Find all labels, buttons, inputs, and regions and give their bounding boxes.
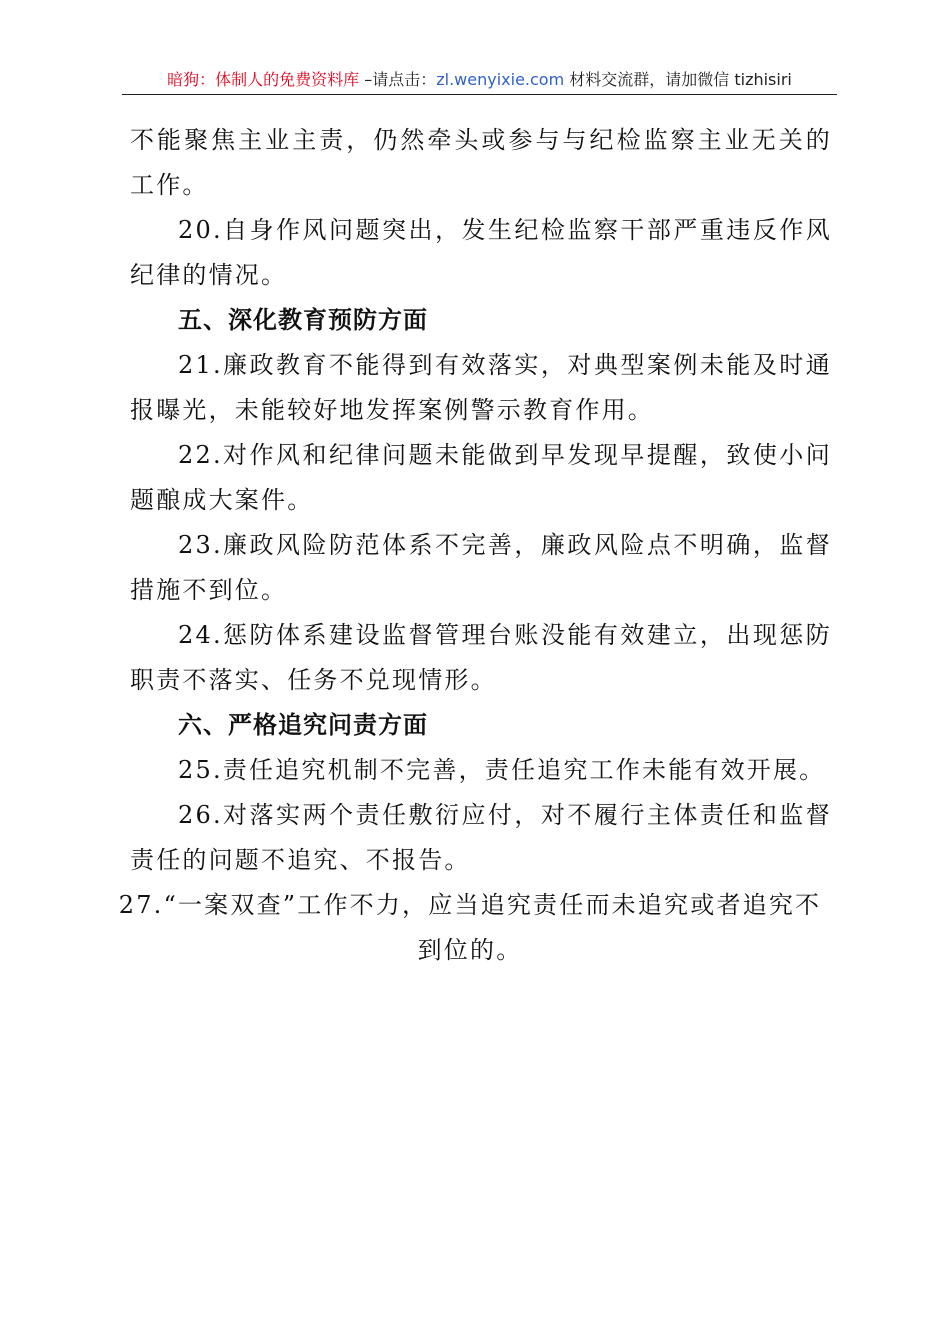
paragraph-27: 27.“一案双查”工作不力，应当追究责任而未追究或者追究不到位的。: [118, 891, 822, 964]
paragraph-25: 25.责任追究机制不完善，责任追究工作未能有效开展。: [178, 756, 826, 784]
paragraph-26: 26.对落实两个责任敷衍应付，对不履行主体责任和监督责任的问题不追究、不报告。: [130, 801, 832, 874]
paragraph-continued: 不能聚焦主业主责，仍然牵头或参与与纪检监察主业无关的工作。: [130, 126, 832, 199]
section-heading-5: 五、深化教育预防方面: [178, 306, 428, 334]
document-body: [118, 118, 832, 973]
paragraph-24: 24.惩防体系建设监督管理台账没能有效建立，出现惩防职责不落实、任务不兑现情形。: [130, 621, 832, 694]
header-wechat-note: 材料交流群，请加微信 tizhisiri: [564, 70, 792, 89]
paragraph-21: 21.廉政教育不能得到有效落实，对典型案例未能及时通报曝光，未能较好地发挥案例警示教育作用。: [130, 351, 832, 424]
paragraph-22: 22.对作风和纪律问题未能做到早发现早提醒，致使小问题酿成大案件。: [130, 441, 832, 514]
header-link[interactable]: zl.wenyixie.com: [436, 70, 565, 89]
header-click-prompt: –请点击：: [359, 70, 437, 89]
section-heading-6: 六、严格追究问责方面: [178, 711, 428, 739]
header-site-name: 暗狗：体制人的免费资料库: [167, 70, 360, 89]
paragraph-23: 23.廉政风险防范体系不完善，廉政风险点不明确，监督措施不到位。: [130, 531, 832, 604]
page-header: [122, 66, 837, 95]
paragraph-20: 20.自身作风问题突出，发生纪检监察干部严重违反作风纪律的情况。: [130, 216, 832, 289]
